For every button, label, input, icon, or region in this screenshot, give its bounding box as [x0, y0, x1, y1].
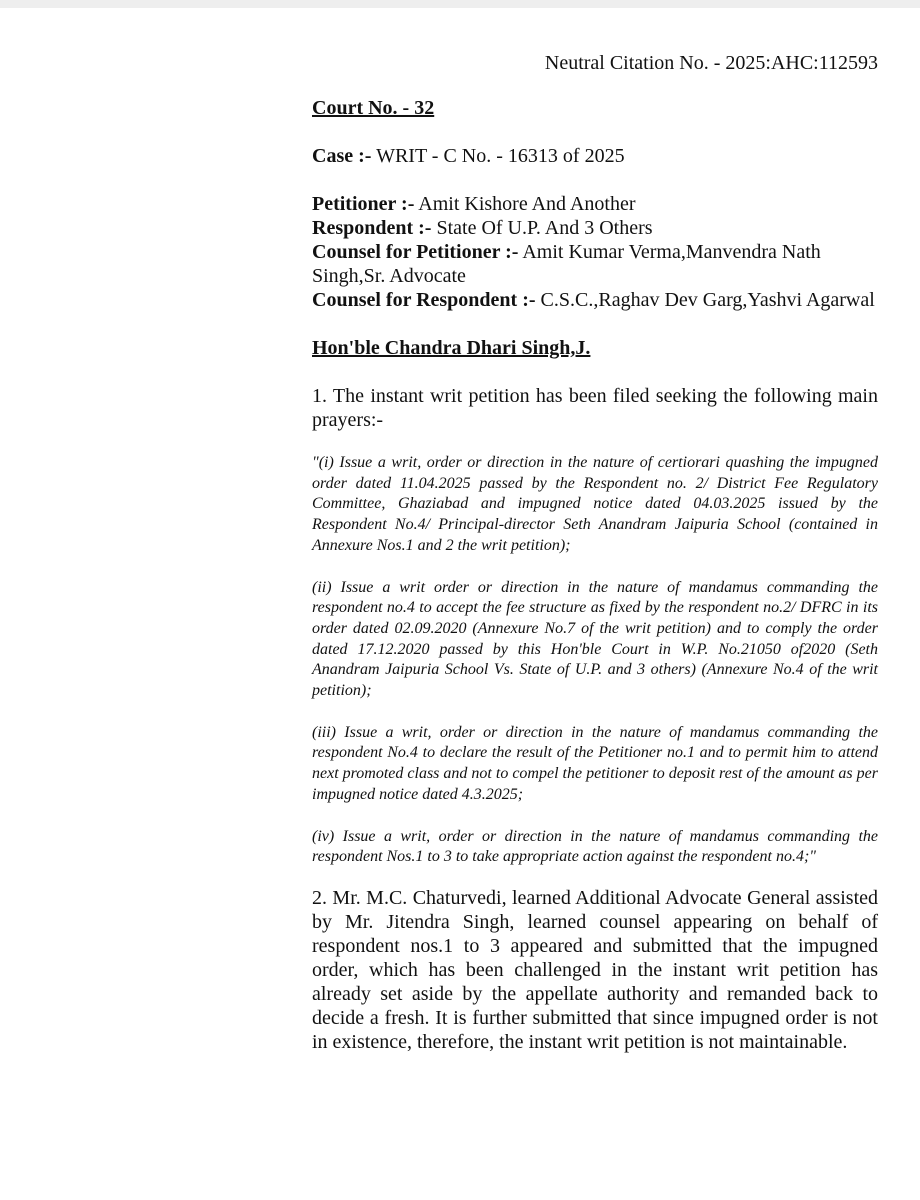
case-label: Case :- — [312, 145, 372, 167]
paragraph-2: 2. Mr. M.C. Chaturvedi, learned Additional Advocate General assisted by Mr. Jitendra Singh, learned counsel appearing on behalf of respondent nos.1 to 3 appeared and submitted that the impugned order, which has been challenged in the instant writ petition has already set aside by the appellate authority and remanded back to decide a fresh. It is further submitted that since impugned order is not in existence, therefore, the instant writ petition is not maintainable. — [312, 886, 878, 1053]
respondent-line — [312, 216, 878, 240]
counsel-respondent-value: C.S.C.,Raghav Dev Garg,Yashvi Agarwal — [535, 289, 875, 311]
top-bar — [0, 0, 920, 8]
counsel-respondent-label: Counsel for Respondent :- — [312, 289, 536, 311]
case-value: WRIT - C No. - 16313 of 2025 — [371, 145, 625, 167]
counsel-petitioner-label: Counsel for Petitioner :- — [312, 241, 519, 263]
prayer-1: "(i) Issue a writ, order or direction in the nature of certiorari quashing the impugned order dated 11.04.2025 passed by the Respondent no. 2/ District Fee Regulatory Committee, Ghaziabad and impugned notice dated 04.03.2025 issued by the Respondent No.4/ Principal-director Seth Anandram Jaipuria School (contained in Annexure Nos.1 and 2 the writ petition); — [312, 454, 878, 554]
neutral-citation: Neutral Citation No. - 2025:AHC:112593 — [544, 52, 878, 74]
counsel-respondent-line — [312, 288, 878, 312]
counsel-petitioner-line — [312, 240, 878, 288]
respondent-label: Respondent :- — [312, 217, 432, 239]
counsel-petitioner-value: Amit Kumar Verma,Manvendra Nath Singh,Sr. Advocate — [312, 241, 821, 287]
judgment-body — [312, 96, 878, 1054]
petitioner-line — [312, 192, 878, 216]
paragraph-1: 1. The instant writ petition has been filed seeking the following main prayers:- — [312, 385, 878, 431]
prayer-4: (iv) Issue a writ, order or direction in the nature of mandamus commanding the respondent Nos.1 to 3 to take appropriate action against the respondent no.4;" — [312, 827, 878, 866]
judge-name: Hon'ble Chandra Dhari Singh,J. — [312, 337, 591, 359]
petitioner-value: Amit Kishore And Another — [414, 193, 636, 215]
prayer-3: (iii) Issue a writ, order or direction in the nature of mandamus commanding the respondent No.4 to declare the result of the Petitioner no.1 and to permit him to attend next promoted class and not to compel the petitioner to deposit rest of the amount as per impugned notice dated 4.3.2025; — [312, 723, 878, 803]
prayer-2: (ii) Issue a writ order or direction in the nature of mandamus commanding the respondent no.4 to accept the fee structure as fixed by the respondent no.2/ DFRC in its order dated 02.09.2020 (Annexure No.7 of the writ petition) and to comply the order dated 17.12.2020 passed by this Hon'ble Court in W.P. No.21050 of2020 (Seth Anandram Jaipuria School Vs. State of U.P. and 3 others) (Annexure No.4 of the writ petition); — [312, 578, 878, 700]
case-line — [312, 144, 878, 168]
respondent-value: State Of U.P. And 3 Others — [431, 217, 653, 239]
parties-block — [312, 192, 878, 312]
court-number: Court No. - 32 — [312, 97, 435, 119]
petitioner-label: Petitioner :- — [312, 193, 415, 215]
